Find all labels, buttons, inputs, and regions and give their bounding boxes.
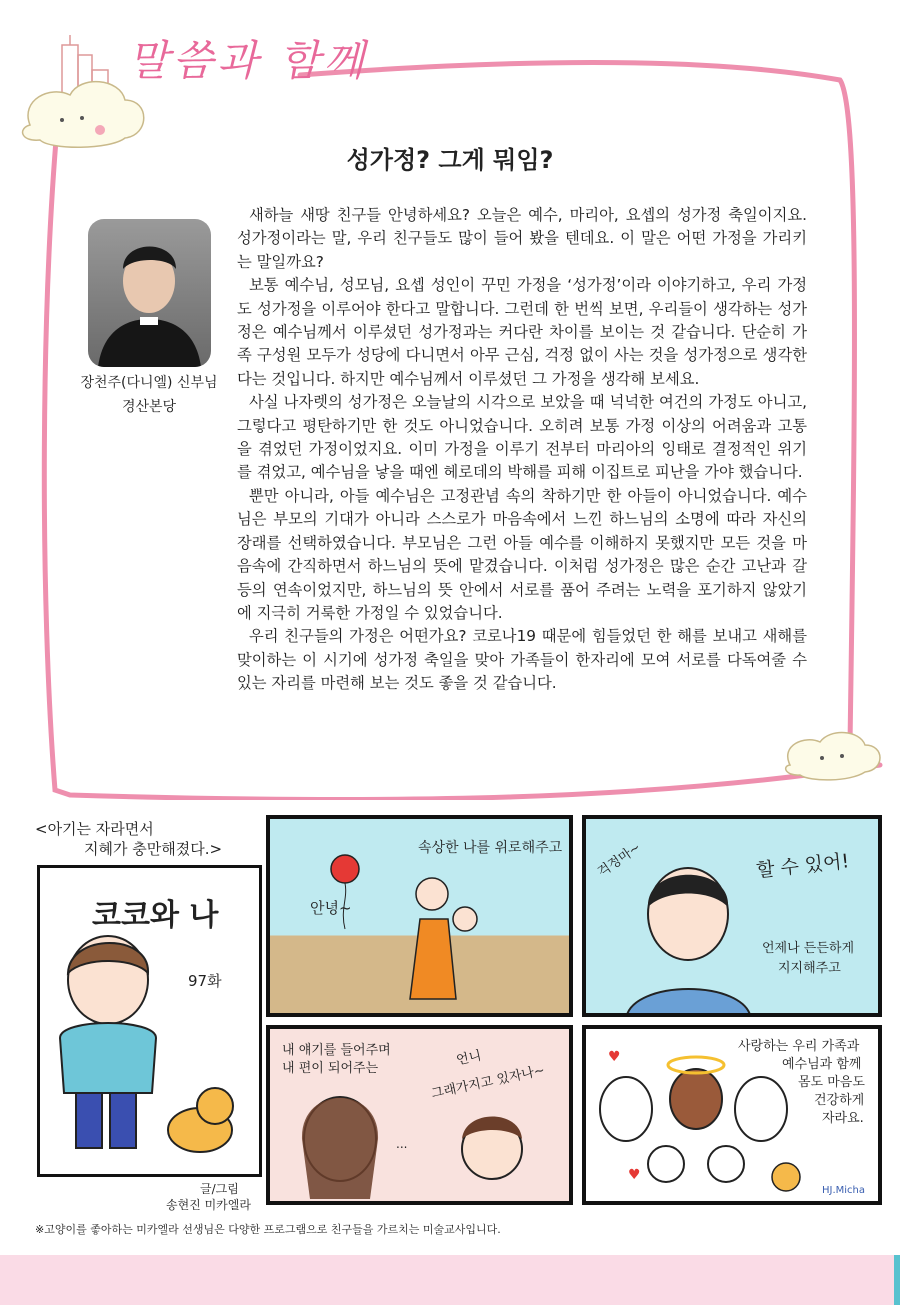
panel2-text-3a: 언제나 든든하게 — [762, 941, 855, 956]
article-paragraph: 사실 나자렛의 성가정은 오늘날의 시각으로 보았을 때 넉넉한 여건의 가정도 아니고, 그렇다고 평탄하기만 한 것도 아니었습니다. 오히려 보통 가정 이상의 어려움과 고통을 겪었던 가정이었지요. 이미 가정을 이루기 전부터 마리아의 잉태로 결정적인 위기를 겪었고, 예수님을 낳을 때엔 헤로데의 박해를 피해 이집트로 피난을 가야 했습니다. — [237, 393, 807, 482]
panel4-text-2: 예수님과 함께 — [782, 1057, 862, 1072]
cloud-left-icon — [23, 82, 144, 148]
comic-panel-3 — [266, 1025, 573, 1205]
article-paragraph: 새하늘 새땅 친구들 안녕하세요? 오늘은 예수, 마리아, 요셉의 성가정 축일이지요. 성가정이라는 말, 우리 친구들도 많이 들어 봤을 텐데요. 이 말은 어떤 가정을 가리키는 말일까요? — [237, 206, 807, 271]
article-title: 성가정? 그게 뭐임? — [346, 146, 554, 174]
bottom-band — [0, 1255, 900, 1305]
comic-title-panel — [37, 865, 262, 1177]
heart-icon: ♥ — [608, 1049, 621, 1065]
heart-icon: ♥ — [628, 1167, 641, 1183]
comic-panel-4 — [582, 1025, 882, 1205]
panel4-text-4: 건강하게 — [814, 1093, 865, 1108]
panel4-text-5: 자라요. — [822, 1111, 864, 1126]
sisters-illustration — [270, 1029, 570, 1205]
comic-episode: 97화 — [188, 972, 222, 990]
panel1-caption: 속상한 나를 위로해주고 — [418, 840, 563, 856]
article-paragraph: 보통 예수님, 성모님, 요셉 성인이 꾸민 가정을 ‘성가정’이라 이야기하고, 우리 가정도 성가정을 이루어야 한다고 말합니다. 그런데 한 번씩 보면, 우리들이 생각하는 성가정은 예수님께서 이루셨던 성가정과는 커다란 차이를 보이는 것 같습니다. 단순히 가족 구성원 모두가 성당에 다니면서 아무 근심, 걱정 없이 사는 것을 성가정으로 생각한다는 것입니다. 하지만 예수님께서 이루셨던 그 가정을 생각해 보세요. — [237, 276, 807, 388]
panel2-text-2: 할 수 있어! — [755, 850, 851, 882]
bottom-accent-bar — [894, 1255, 900, 1305]
author-name: 장천주(다니엘) 신부님 — [80, 375, 218, 391]
author-photo — [88, 219, 211, 367]
panel4-text-3: 몸도 마음도 — [798, 1075, 865, 1090]
comic-series-title: 코코와 나 — [92, 898, 219, 933]
panel4-text-1: 사랑하는 우리 가족과 — [738, 1039, 860, 1054]
author-affiliation: 경산본당 — [121, 399, 177, 415]
panel3-text-1a: 내 얘기를 들어주며 — [282, 1043, 391, 1058]
comic-footnote: ※고양이를 좋아하는 미카엘라 선생님은 다양한 프로그램으로 친구들을 가르치는 미술교사입니다. — [35, 1223, 501, 1236]
panel2-text-3b: 지지해주고 — [778, 961, 841, 976]
article-paragraph: 우리 친구들의 가정은 어떤가요? 코로나19 때문에 힘들었던 한 해를 보내고 새해를 맞이하는 이 시기에 성가정 축일을 맞아 가족들이 한자리에 모여 서로를 다독여줄 수 있는 자리를 마련해 보는 것도 좋을 것 같습니다. — [237, 627, 807, 693]
mother-child-illustration — [270, 819, 570, 1017]
comic-credit-line2: 송현진 미카엘라 — [166, 1198, 251, 1212]
article-paragraph: 뿐만 아니라, 아들 예수님은 고정관념 속의 착하기만 한 아들이 아니었습니다. 예수님은 부모의 기대가 아니라 스스로가 마음속에서 느낀 하느님의 소명에 따라 자신의 장래를 선택하였습니다. 부모님은 그런 아들 예수를 이해하지 못했지만 모든 것을 마음속에 간직하면서 하느님의 뜻에 맡겼습니다. 이처럼 성가정은 많은 순간 고난과 갈등의 연속이었지만, 하느님의 뜻 안에서 서로를 품어 주려는 노력을 포기하지 않았기에 지극히 거룩한 가정일 수 있었습니다. — [237, 486, 807, 622]
panel3-text-2b: 그래가지고 있자나~ — [430, 1063, 547, 1102]
comic-subtitle-line2: 지혜가 충만해졌다.> — [84, 840, 223, 858]
cloud-right-icon — [786, 733, 880, 780]
comic-subtitle-line1: <아기는 자라면서 — [35, 820, 154, 838]
comic-panel-1 — [266, 815, 573, 1017]
coco-character-illustration — [40, 868, 260, 1177]
panel1-balloon-text: 안녕~ — [310, 899, 352, 917]
comic-credit-line1: 글/그림 — [200, 1182, 239, 1196]
panel3-bubble: ... — [396, 1137, 408, 1151]
family-illustration — [586, 1029, 882, 1205]
panel3-text-2a: 언니 — [455, 1048, 483, 1069]
header-title: 말씀과 함께 — [128, 36, 369, 85]
article-body — [237, 204, 807, 696]
panel4-signature: HJ.Micha — [822, 1185, 866, 1196]
father-illustration — [586, 819, 882, 1017]
comic-panel-2 — [582, 815, 882, 1017]
panel3-text-1b: 내 편이 되어주는 — [282, 1061, 379, 1076]
panel2-text-1: 걱정마~ — [595, 840, 644, 881]
